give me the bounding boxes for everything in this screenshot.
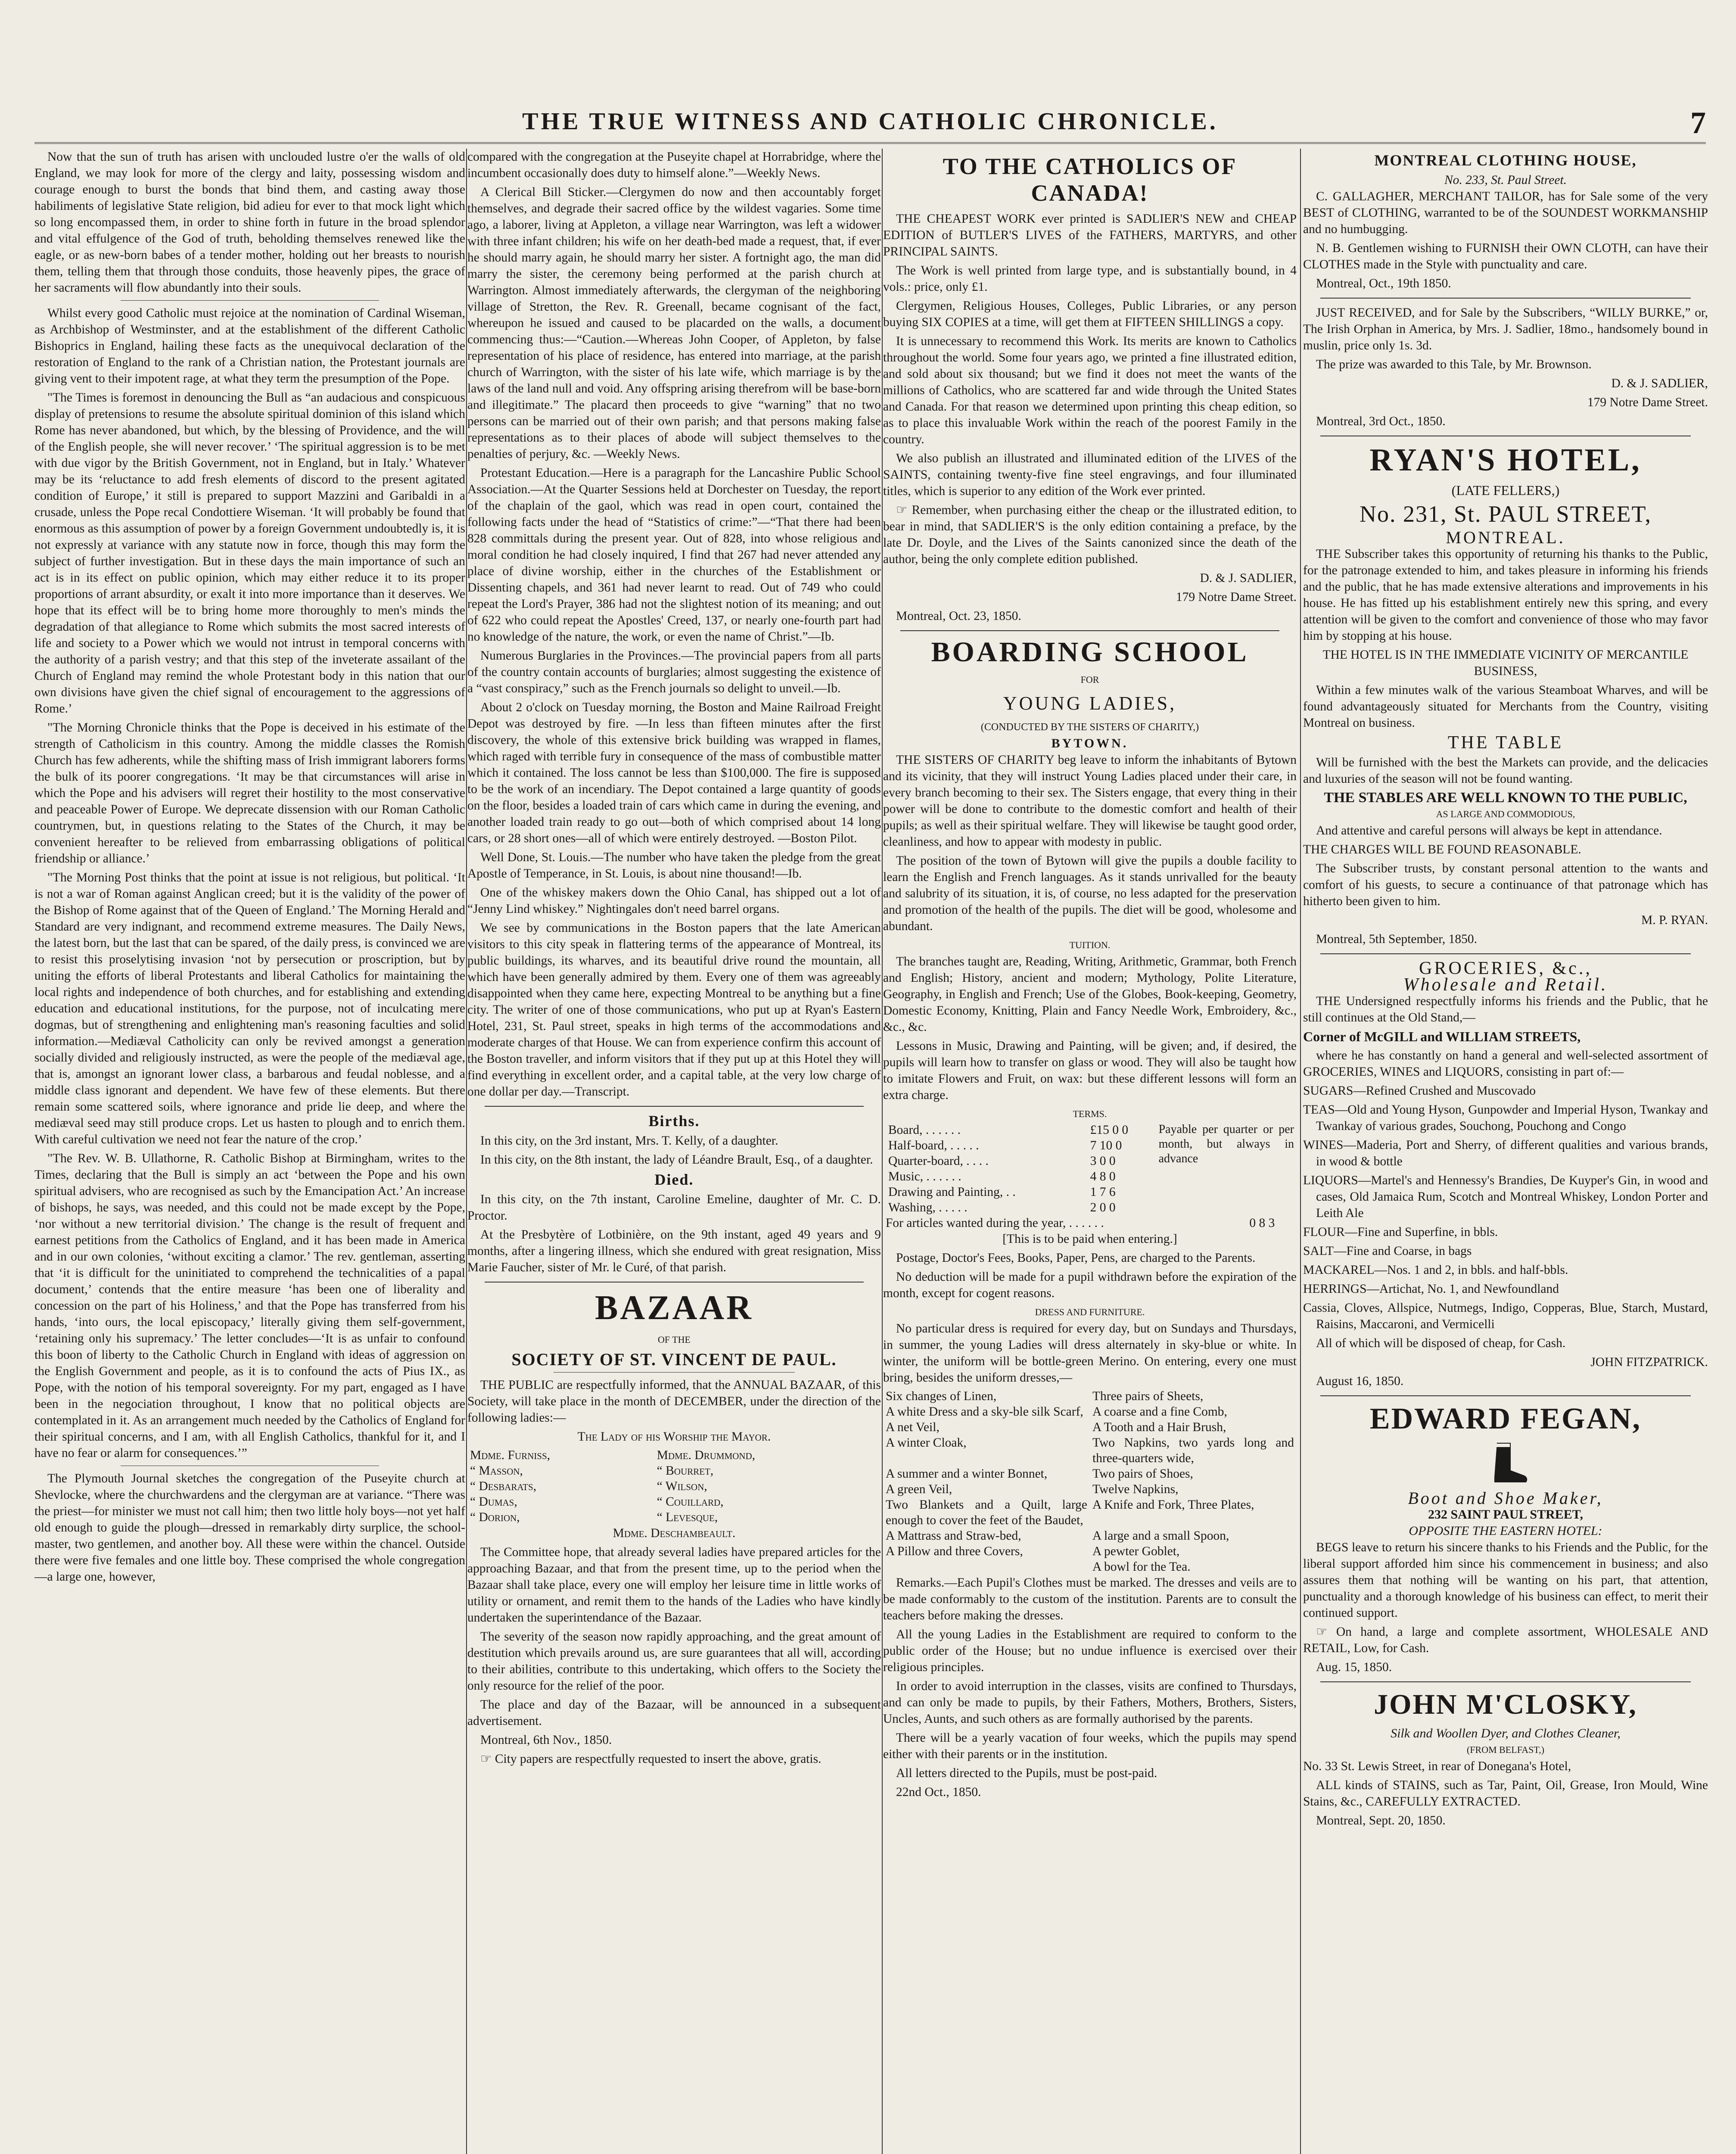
grocer-item: TEAS—Old and Young Hyson, Gunpowder and Imperial Hyson, Twankay and Twankay of various grades, Souchong, Pouchong and Congo: [1303, 1103, 1708, 1133]
terms-item: Music, . . . . . .: [888, 1170, 961, 1183]
groceries-sub: Wholesale and Retail.: [1403, 975, 1608, 995]
conducted-by: (CONDUCTED BY THE SISTERS OF CHARITY,): [980, 722, 1199, 733]
fegan-paragraph-text: On hand, a large and complete assortment, WHOLESALE AND RETAIL, Low, for Cash.: [1303, 1625, 1708, 1655]
lady-name: Mdme. Drummond,: [656, 1448, 756, 1462]
ad-date: Montreal, 5th September, 1850.: [1316, 932, 1478, 946]
school-paragraph: In order to avoid interruption in the classes, visits are confined to Thursdays, and can only be made to pupils, by their Fathers, Mothers, Brothers, Sisters, Uncles, Aunts, and such others as are formally authorised by the parents.: [883, 1679, 1297, 1726]
terms-row: [886, 1184, 1154, 1200]
ad-paragraph: The prize was awarded to this Tale, by Mr. Brownson.: [1316, 358, 1592, 371]
ladies-row: [467, 1479, 881, 1494]
terms-rows: [886, 1122, 1154, 1215]
births-heading: Births.: [648, 1112, 700, 1130]
hotel-paragraph: Within a few minutes walk of the various Steamboat Wharves, and will be found advantageously situated for Merchants from the Country, visiting Montreal on business.: [1303, 683, 1708, 730]
school-paragraph: No deduction will be made for a pupil withdrawn before the expiration of the month, except for cogent reasons.: [883, 1270, 1297, 1300]
school-paragraph: No particular dress is required for every day, but on Sundays and Thursdays, in summer, the young Ladies will dress alternately in sky-blue or white. In winter, the uniform will be bottle-green Merino. On entering, every one must bring, besides the uniform dresses,—: [883, 1322, 1297, 1385]
bazaar-date: Montreal, 6th Nov., 1850.: [480, 1733, 612, 1747]
furniture-row: [883, 1482, 1297, 1497]
furniture-item: A Knife and Fork, Three Plates,: [1092, 1498, 1254, 1512]
article-paragraph: compared with the congregation at the Puseyite chapel at Horrabridge, where the incumbent occasionally does duty to himself alone.”—Weekly News.: [467, 150, 881, 180]
furniture-item: A Mattrass and Straw-bed,: [886, 1529, 1021, 1543]
grocer-item: FLOUR—Fine and Superfine, in bbls.: [1303, 1225, 1498, 1239]
furniture-item: A net Veil,: [886, 1420, 940, 1434]
terms-heading: TERMS.: [1073, 1108, 1107, 1119]
terms-amount: 3 0 0: [1090, 1154, 1116, 1168]
mclosky-sub: Silk and Woollen Dyer, and Clothes Cleaner,: [1391, 1726, 1621, 1740]
terms-extra-label: For articles wanted during the year, . . . . . .: [886, 1216, 1104, 1230]
divider: [485, 1106, 864, 1107]
fegan-address: 232 SAINT PAUL STREET,: [1428, 1507, 1584, 1522]
ad-paragraph: [883, 502, 1297, 567]
column-rule: [882, 149, 883, 2154]
school-paragraph: The branches taught are, Reading, Writing, Arithmetic, Grammar, both French and English; History, ancient and modern; Mythology, Polite Literature, Geography, in English and French; Use of the Globes, Book-keeping, Geometry, Domestic Economy, Knitting, Plain and Fancy Needle Work, Embroidery, &c., &c., &c.: [883, 955, 1297, 1034]
furniture-row: [883, 1435, 1297, 1466]
furniture-row: [883, 1466, 1297, 1482]
furniture-row: [883, 1388, 1297, 1404]
furniture-table: [883, 1388, 1297, 1575]
divider: [1320, 298, 1691, 299]
mclosky-paragraph: ALL kinds of STAINS, such as Tar, Paint, Oil, Grease, Iron Mould, Wine Stains, &c., CAREFULLY EXTRACTED.: [1303, 1778, 1708, 1808]
divider: [1320, 1395, 1691, 1396]
mclosky-from: (FROM BELFAST,): [1466, 1744, 1545, 1755]
furniture-row: [883, 1559, 1297, 1575]
hotel-paragraph: The Subscriber trusts, by constant personal attention to the wants and comfort of his guests, to secure a continuance of that patronage which has hitherto been given to him.: [1303, 862, 1708, 908]
bazaar-paragraph: The Committee hope, that already several ladies have prepared articles for the approaching Bazaar, and that from the present time, up to the period when the Bazaar shall take place, every one will employ her leisure time in little works of utility or ornament, and remit them to the hands of the Ladies who have kindly undertaken the superintendance of the Bazaar.: [467, 1545, 881, 1625]
ad-paragraph: We also publish an illustrated and illuminated edition of the LIVES of the SAINTS, containing twenty-five fine steel engravings, and four illuminated titles, which is superior to any edition of the Work ever printed.: [883, 451, 1297, 498]
school-date: 22nd Oct., 1850.: [896, 1785, 981, 1799]
ryans-hotel-late: (LATE FELLERS,): [1451, 482, 1560, 498]
news-item: A Clerical Bill Sticker.—Clergymen do now and then accountably forget themselves, and degrade their sacred office by the wildest vagaries. Some time ago, a laborer, living at Appleton, a village near Warrington, was left a widower with three infant children; his wife on her death-bed made a request, that, if ever he should marry again, he should marry her sister. A fortnight ago, the man did marry the sister, the ceremony being performed at the parish church at Warrington. Almost immediately afterwards, the clergyman of the neighboring village of Stretton, the Rev. R. Greenall, became cognisant of the fact, whereupon he issued and caused to be placarded on the walls, a document commencing thus:—“Caution.—Whereas John Cooper, of Appleton, by false representation of his place of residence, has entered into marriage, at the parish church of Warrington, with the sister of his late wife, which marriage is by the laws of the land null and void. Any offspring arising therefrom will be base-born and illegitimate.” The placard then proceeds to give “warning” that no two persons can be married out of their own parish; and that persons making false representations as to their places of abode will subject themselves to the penalties of perjury, &c. —Weekly News.: [467, 185, 881, 461]
furniture-item: A bowl for the Tea.: [1092, 1560, 1191, 1574]
terms-item: Quarter-board, . . . .: [888, 1154, 989, 1168]
masthead: [34, 108, 1706, 144]
furniture-row: [883, 1544, 1297, 1559]
school-paragraph: THE SISTERS OF CHARITY beg leave to inform the inhabitants of Bytown and its vicinity, that they will instruct Young Ladies placed under their care, in every branch becoming to their sex. The Sisters engage, that every thing in their power will be done to contribute to the domestic comfort and health of their pupils; as well as their spiritual welfare. They will likewise be taught good order, cleanliness, and how to appear with modesty in public.: [883, 753, 1297, 849]
ad-paragraph: It is unnecessary to recommend this Work. Its merits are known to Catholics throughout the world. Some four years ago, we printed a fine illustrated edition, and sold about six thousand; but we find it does not meet the wants of the millions of Catholics, who are scattered far and wide through the United States and Canada. For that reason we determined upon printing this cheap edition, so as to place this invaluable Work within the reach of the poorest Family in the country.: [883, 334, 1297, 446]
hotel-paragraph: Will be furnished with the best the Markets can provide, and the delicacies and luxuries of the season will not be found wanting.: [1303, 756, 1708, 786]
stables-heading: THE STABLES ARE WELL KNOWN TO THE PUBLIC,: [1324, 790, 1687, 806]
ad-date: Montreal, Oct., 19th 1850.: [1316, 277, 1451, 290]
school-paragraph: All the young Ladies in the Establishment are required to conform to the public order of the House; but no undue influence is exercised over their religious principles.: [883, 1628, 1297, 1674]
fegan-paragraph: [1303, 1624, 1708, 1656]
terms-item: Drawing and Painting, . .: [888, 1185, 1016, 1199]
ad-paragraph: The Work is well printed from large type, and is substantially bound, in 4 vols.: price, only £1.: [883, 264, 1297, 294]
furniture-item: A green Veil,: [886, 1482, 952, 1496]
news-item: One of the whiskey makers down the Ohio Canal, has shipped out a lot of “Jenny Lind whiskey.” Nightingales don't need barrel organs.: [467, 886, 881, 916]
news-item: Protestant Education.—Here is a paragraph for the Lancashire Public School Association.—At the Quarter Sessions held at Dorchester on Tuesday, the report of the chaplain of the gaol, which was read in open court, contained the following facts under the head of “Statistics of crime:”—“That there had been 828 committals during the present year. Out of 828, into whose religious and moral condition he had closely inquired, I find that 267 had never attended any place of divine worship, either in the churches of the Establishment or Dissenting chapels, and 361 had never learnt to read. Out of 749 who could repeat the Lord's Prayer, 386 had not the slightest notion of its meaning; and out of 622 who could repeat the Apostles' Creed, 137, or nearly one-fourth part had no knowledge of the nature, the work, or even the name of Christ.”—Ib.: [467, 466, 881, 644]
ryans-hotel-address: No. 231, St. PAUL STREET,: [1359, 501, 1652, 527]
ad-date: Montreal, Oct. 23, 1850.: [896, 609, 1021, 623]
hotel-paragraph: THE HOTEL IS IN THE IMMEDIATE VICINITY OF MERCANTILE BUSINESS,: [1322, 648, 1689, 678]
news-item: Numerous Burglaries in the Provinces.—The provincial papers from all parts of the country contain accounts of burglaries; almost suggesting the existence of a “vast conspiracy,” such as the French journals so delight to unveil.—Ib.: [467, 649, 881, 695]
school-paragraph: Remarks.—Each Pupil's Clothes must be marked. The dresses and veils are to be made conformably to the custom of the institution. Parents are to consult the teachers before making the dresses.: [883, 1576, 1297, 1622]
terms-row: [886, 1169, 1154, 1184]
died-heading: Died.: [654, 1171, 694, 1188]
furniture-item: A Pillow and three Covers,: [886, 1544, 1023, 1558]
grocer-paragraph: All of which will be disposed of cheap, for Cash.: [1316, 1336, 1566, 1350]
pointing-hand-icon: ☞: [1316, 1625, 1336, 1639]
fegan-heading: EDWARD FEGAN,: [1369, 1402, 1642, 1435]
column-1: [34, 149, 465, 2154]
ad-date: August 16, 1850.: [1316, 1374, 1404, 1388]
groceries-heading: GROCERIES, &c.,: [1419, 959, 1592, 978]
boarding-school-heading: BOARDING SCHOOL: [931, 636, 1249, 668]
news-item: About 2 o'clock on Tuesday morning, the Boston and Maine Railroad Freight Depot was destroyed by fire. —In less than fifteen minutes after the first discovery, the whole of this extensive brick building was wrapped in flames, which raged with terrible fury in consequence of the mass of combustible matter which it contained. The loss cannot be less than $100,000. The fire is supposed to be the work of an incendiary. The Depot contained a large quantity of goods on the floor, besides a loaded train of cars which came in during the evening, and another loaded train ready to go out—both of which comprised about 14 long cars, or 28 short ones—all of which were entirely destroyed. —Boston Pilot.: [467, 700, 881, 845]
ad-date: Aug. 15, 1850.: [1316, 1660, 1392, 1674]
death-notice: In this city, on the 7th instant, Caroline Emeline, daughter of Mr. C. D. Proctor.: [467, 1192, 881, 1223]
grocer-item: SUGARS—Refined Crushed and Muscovado: [1303, 1084, 1536, 1098]
dress-heading: DRESS AND FURNITURE.: [1035, 1307, 1145, 1317]
terms-note: [This is to be paid when entering.]: [1002, 1232, 1177, 1246]
ad-signature: D. & J. SADLIER,: [1611, 377, 1708, 390]
mclosky-address: No. 33 St. Lewis Street, in rear of Donegana's Hotel,: [1303, 1759, 1571, 1773]
terms-amount: 7 10 0: [1090, 1139, 1122, 1152]
column-rule: [1300, 149, 1301, 2154]
bazaar-paragraph: The place and day of the Bazaar, will be announced in a subsequent advertisement.: [467, 1698, 881, 1728]
boarding-for: FOR: [1080, 674, 1099, 685]
ad-paragraph: Clergymen, Religious Houses, Colleges, Public Libraries, or any person buying SIX COPIES at a time, will get them at FIFTEEN SHILLINGS a copy.: [883, 299, 1297, 329]
terms-table: [883, 1122, 1297, 1215]
bazaar-paragraph: THE PUBLIC are respectfully informed, that the ANNUAL BAZAAR, of this Society, will take place in the month of DECEMBER, under the direction of the following ladies:—: [467, 1378, 881, 1425]
furniture-row: [883, 1497, 1297, 1528]
divider: [1320, 1681, 1691, 1682]
fegan-sub: Boot and Shoe Maker,: [1408, 1488, 1603, 1508]
grocer-paragraph: THE Undersigned respectfully informs his friends and the Public, that he still continues at the Old Stand,—: [1303, 994, 1708, 1024]
ladies-row: [467, 1447, 881, 1463]
grocer-item: WINES—Maderia, Port and Sherry, of different qualities and various brands, in wood & bottle: [1303, 1138, 1708, 1168]
school-paragraph: The position of the town of Bytown will give the pupils a double facility to learn the English and French languages. As it stands unrivalled for the beauty and salubrity of its situation, it is, of course, no less adapted for the preservation and promotion of the health of the pupils. The diet will be good, wholesome and abundant.: [883, 854, 1297, 933]
terms-item: Half-board, . . . . .: [888, 1139, 979, 1152]
furniture-item: A coarse and a fine Comb,: [1092, 1405, 1227, 1419]
lady-name: “ Bourret,: [656, 1464, 714, 1478]
article-paragraph: "The Times is foremost in denouncing the Bull as “an audacious and conspicuous display of pretensions to resume the absolute spiritual dominion of this island which Rome has never abandoned, but which, by the blessing of Providence, and the will of the English people, she will never recover.’ ‘The spiritual aggression is to be met with due vigor by the British Government, not in England, but in Italy.’ Whatever may be its ‘reluctance to add fresh elements of discord to the present agitated condition of Europe,’ it still is prepared to support Mazzini and Garibaldi in a crusade, unless the Pope recal Condottiere Wiseman. ‘It will probably be found that enormous as this assumption of power by a foreign Government undoubtedly is, it is not expressly at variance with any statute now in force, though this may form the subject of further investigation. But in these days the main importance of such an act is in its effect on public opinion, which may either reduce it to its proper proportions of arrant absurdity, or exalt it into more importance than it deserves. We hope that its effect will be to bring home more thoroughly to men's minds the degradation of that allegiance to Rome which submits the most sacred interests of life and society to a Power which we would not intrust in temporal concerns with the authority of a parish vestry; and that this step of the inveterate assailant of the Church of England may remind the whole Protestant body in this nation that our own divisions have given the chief signal of encouragement to the aggressions of Rome.’: [34, 391, 465, 716]
terms-payable: Payable per quarter or per month, but always in advance: [1158, 1123, 1294, 1165]
furniture-item: Two Napkins, two yards long and three-quarters wide,: [1092, 1436, 1294, 1465]
article-paragraph: "The Morning Post thinks that the point at issue is not religious, but political. ‘It is not a war of Roman against Anglican creed; but it is the validity of the power of the Bishop of Rome against that of the Queen of England.’ The Morning Herald and Standard are very indignant, and recommend extreme measures. The Daily News, the latest born, but the last that can be spared, of the daily press, is convinced we are to resist this proselytising invasion ‘not by persecution or proscription, but by uniting the efforts of liberal Protestants and liberal Catholics for maintaining the local rights and independence of both churches, and for establishing and extending education and educational institutions, for the purpose, not of inculcating mere dogmas, but of strengthening and enlightening man's reasoning faculties and solid information.—Mediæval Catholicity can only be revived amongst a generation socially divided and religiously instructed, as were the people of the mediæval age, that is, amongst an ignorant lower class, a barbarous and feudal noblesse, and a middle class ignorant and dependent. We have few of these elements. But there remain some scattered soils, where ignorance and pride lie deep, and where the mediæval seed may still produce crops. Let us hasten to plough and to enrich them. With careful cultivation we need not fear the nature of the crop.’: [34, 871, 465, 1146]
ladies-table: [467, 1447, 881, 1525]
ad-paragraph: THE CHEAPEST WORK ever printed is SADLIER'S NEW and CHEAP EDITION of BUTLER'S LIVES of the FATHERS, MARTYRS, and other PRINCIPAL SAINTS.: [883, 212, 1297, 258]
ladies-row: [467, 1494, 881, 1510]
terms-amount: 4 8 0: [1090, 1170, 1116, 1183]
grocer-item: HERRINGS—Artichat, No. 1, and Newfoundland: [1303, 1282, 1559, 1296]
bazaar-society: SOCIETY OF ST. VINCENT DE PAUL.: [511, 1350, 837, 1369]
grocer-paragraph: where he has constantly on hand a general and well-selected assortment of GROCERIES, WINES and LIQUORS, consisting in part of:—: [1303, 1049, 1708, 1079]
terms-amount: 1 7 6: [1090, 1185, 1116, 1199]
article-paragraph: Now that the sun of truth has arisen with unclouded lustre o'er the walls of old England, we may look for more of the clergy and laity, possessing wisdom and courage enough to burst the bonds that bind them, and casting away those habiliments of legislative State religion, bid adieu for ever to that mock light which so long encompassed them, in order to shine forth in future in the broad splendor and vital effulgence of the God of truth, beholding themselves renewed like the eagle, or as new-born babes of a tender mother, holding out her breasts to nourish them, telling them that through those conduits, those heavenly pipes, the grace of her sacraments will flow abundantly into their souls.: [34, 150, 465, 295]
bazaar-paragraph: The severity of the season now rapidly approaching, and the great amount of destitution which prevails around us, are sure guarantees that all will, according to their abilities, contribute to this undertaking, which offers to the Society the only resource for the relief of the poor.: [467, 1630, 881, 1693]
furniture-row: [883, 1404, 1297, 1419]
newspaper-title: THE TRUE WITNESS AND CATHOLIC CHRONICLE.: [522, 108, 1218, 135]
ad-paragraph: JUST RECEIVED, and for Sale by the Subscribers, “WILLY BURKE,” or, The Irish Orphan in America, by Mrs. J. Sadlier, 18mo., handsomely bound in muslin, price only 1s. 3d.: [1303, 306, 1708, 352]
furniture-item: A winter Cloak,: [886, 1436, 967, 1450]
mclosky-heading: JOHN M'CLOSKY,: [1374, 1689, 1637, 1720]
terms-row: [886, 1122, 1154, 1138]
terms-extra: [883, 1215, 1297, 1231]
article-paragraph: The Plymouth Journal sketches the congregation of the Puseyite church at Shevlocke, where the churchwardens and the clergyman are at variance. “There was the priest—for minister we must not call him; then two little holy boys—not yet half old enough to guide the plough—dressed in remarkably dirty surplice, the school-master, two gentlemen, and another boy. All these were within the chancel. Outside there were five females and one little boy. These comprised the whole congregation—a large one, however,: [34, 1472, 465, 1584]
bazaar-of-the: OF THE: [658, 1334, 691, 1345]
lady-name: “ Masson,: [470, 1464, 523, 1478]
lady-name: “ Dorion,: [470, 1510, 520, 1524]
news-item: Well Done, St. Louis.—The number who have taken the pledge from the great Apostle of Temperance, in St. Louis, is about nine thousand!—Ib.: [467, 850, 881, 881]
grocer-corner: Corner of McGILL and WILLIAM STREETS,: [1303, 1029, 1581, 1044]
ad-paragraph: N. B. Gentlemen wishing to FURNISH their OWN CLOTH, can have their CLOTHES made in the Style with punctuality and care.: [1303, 241, 1708, 271]
news-item: We see by communications in the Boston papers that the late American visitors to this city speak in flattering terms of the appearance of Montreal, its public buildings, its wharves, and its beautiful drive round the mountain, all which have been generally admired by them. Every one of them was agreeably disappointed when they came here, expecting Montreal to be anything but a fine city. The writer of one of those communications, who put up at Ryan's Eastern Hotel, 231, St. Paul street, speaks in high terms of the accommodations and moderate charges of that House. We can from experience confirm this account of the Boston traveller, and inform visitors that if they put up at this Hotel they will find everything in excellent order, and a capital table, at the very low charge of one dollar per day.—Transcript.: [467, 921, 881, 1099]
terms-row: [886, 1138, 1154, 1153]
terms-item: Washing, . . . . .: [888, 1201, 968, 1214]
hotel-paragraph: THE Subscriber takes this opportunity of returning his thanks to the Public, for the patronage extended to him, and takes pleasure in informing his friends and the public, that he has made extensive alterations and improvements in his house. He has fitted up his establishment entirely new this spring, and every attention will be given to the comfort and convenience of those who may favor him by stopping at his house.: [1303, 547, 1708, 643]
grocer-item: LIQUORS—Martel's and Hennessy's Brandies, De Kuyper's Gin, in wood and cases, Old Jamaica Rum, Scotch and Montreal Whiskey, London Porter and Leith Ale: [1303, 1173, 1708, 1220]
stables-sub: AS LARGE AND COMMODIOUS,: [1436, 809, 1575, 819]
lady-name: “ Couillard,: [656, 1495, 724, 1509]
table-heading: THE TABLE: [1447, 733, 1564, 753]
terms-item: Board, . . . . . .: [888, 1123, 961, 1137]
bytown-heading: BYTOWN.: [1051, 736, 1129, 750]
hotel-paragraph: THE CHARGES WILL BE FOUND REASONABLE.: [1303, 843, 1581, 856]
furniture-item: Three pairs of Sheets,: [1092, 1389, 1204, 1403]
fegan-paragraph: BEGS leave to return his sincere thanks to his Friends and the Public, for the liberal support afforded him since his commencement in business; and also assures them that nothing will be wanting on his part, that attention, punctuality and a thorough knowledge of his business can effect, to merit their continued support.: [1303, 1541, 1708, 1620]
furniture-row: [883, 1528, 1297, 1544]
clothing-house-address: No. 233, St. Paul Street.: [1444, 173, 1567, 187]
ad-paragraph: C. GALLAGHER, MERCHANT TAILOR, has for Sale some of the very BEST of CLOTHING, warranted to be of the SOUNDEST WORKMANSHIP and no humbugging.: [1303, 190, 1708, 236]
bazaar-heading: BAZAAR: [595, 1289, 753, 1327]
furniture-item: Two pairs of Shoes,: [1092, 1467, 1193, 1481]
pointing-hand-icon: ☞: [896, 503, 912, 517]
lady-name: Mdme. Furniss,: [470, 1448, 551, 1462]
furniture-item: A large and a small Spoon,: [1092, 1529, 1229, 1543]
fegan-opposite: OPPOSITE THE EASTERN HOTEL:: [1409, 1524, 1602, 1538]
divider: [1320, 953, 1691, 954]
ad-signature-address: 179 Notre Dame Street.: [1176, 590, 1297, 604]
ad-date: Montreal, 3rd Oct., 1850.: [1316, 414, 1446, 428]
column-4: [1303, 149, 1708, 2154]
furniture-item: Twelve Napkins,: [1092, 1482, 1179, 1496]
terms-extra-amount: 0 8 3: [1249, 1216, 1275, 1230]
tuition-heading: TUITION.: [1069, 940, 1111, 950]
furniture-item: A white Dress and a sky-ble silk Scarf,: [886, 1405, 1083, 1419]
ladies-row: [467, 1463, 881, 1479]
terms-amount: £15 0 0: [1090, 1123, 1129, 1137]
lady-name: “ Desbarats,: [470, 1479, 537, 1493]
divider: [900, 630, 1279, 631]
young-ladies-heading: YOUNG LADIES,: [1003, 693, 1177, 714]
furniture-item: A summer and a winter Bonnet,: [886, 1467, 1048, 1481]
grocer-item-list: [1303, 1083, 1708, 1332]
ad-date: Montreal, Sept. 20, 1850.: [1316, 1814, 1446, 1827]
article-paragraph: "The Morning Chronicle thinks that the Pope is deceived in his estimate of the strength of Catholicism in this country. Among the middle classes the Romish Church has few adherents, while the shifting mass of Irish immigrant laborers forms the bulk of its poorer congregations. ‘It may be that circumstances will arise in which the Pope and his advisers will regret their hostility to the most conservative and peaceable Power of Europe. We deprecate dissension with our Roman Catholic countrymen, but, in questions relating to the States of the Church, it may be convenient hereafter to be relieved from embarrassing obligations of political friendship or alliance.’: [34, 721, 465, 865]
school-paragraph: There will be a yearly vacation of four weeks, which the pupils may spend either with their parents or in the institution.: [883, 1731, 1297, 1761]
hotel-paragraph: And attentive and careful persons will always be kept in attendance.: [1316, 824, 1662, 837]
grocer-item: SALT—Fine and Coarse, in bags: [1303, 1244, 1472, 1258]
terms-row: [886, 1153, 1154, 1169]
ryans-hotel-heading: RYAN'S HOTEL,: [1369, 442, 1642, 478]
column-3: [883, 149, 1297, 2154]
article-paragraph: "The Rev. W. B. Ullathorne, R. Catholic Bishop at Birmingham, writes to the Times, declaring that the Bull is simply an act ‘between the Pope and his own spiritual advisers, who are recognised as such by the Emancipation Act.’ An increase of bishops, he says, was needed, and this could not be made except by the Pope, ‘nor without a new territorial division.’ The change is the result of frequent and earnest petitions from the Catholics of England, and it has been made in America and in our own colonies, ‘without exciting a clamor.’ The rev. gentleman, asserting that ‘it is difficult for the uninitiated to comprehend the technicalities of a papal document,’ contends that the entire measure ‘has been one of liberality and concession on the part of his Holiness,’ and that the Pope has transferred from his hands, ‘into ours, the local episcopacy,’ literally giving them self-government, ‘retaining only his supremacy.’ The letter concludes—‘It is as unfair to confound this boon of liberty to the Catholic Church in England with ideas of aggression on the English Government and people, as it is to confound the acts of Pius IX., as Pope, with the notion of his temporal sovereignty. For my part, engaged as I have been in the negociation throughout, I know that no political objects are contemplated in it. As an arrangement much needed by the Catholics of England for their spiritual concerns, and I am, with all English Catholics, thankful for it, and I have no fear or alarm for consequences.’”: [34, 1152, 465, 1460]
school-paragraph: Lessons in Music, Drawing and Painting, will be given; and, if desired, the pupils will learn how to transfer on glass or wood. They will also be taught how to imitate Flowers and Fruit, on wax: but these different lessons will form an extra charge.: [883, 1039, 1297, 1102]
terms-row: [886, 1200, 1154, 1215]
bazaar-mayor: The Lady of his Worship the Mayor.: [577, 1430, 771, 1444]
divider: [554, 1372, 795, 1373]
furniture-item: A pewter Goblet,: [1092, 1544, 1180, 1558]
divider: [121, 300, 379, 301]
boot-icon: [1480, 1440, 1531, 1488]
terms-amount: 2 0 0: [1090, 1201, 1116, 1214]
ad-paragraph-text: Remember, when purchasing either the cheap or the illustrated edition, to bear in mind, that SADLIER'S is the only edition containing a preface, by the late Dr. Doyle, and the Lives of the Saints canonized since the death of the author, being the only complete edition published.: [883, 503, 1297, 566]
ladies-row: [467, 1510, 881, 1525]
bazaar-note-text: City papers are respectfully requested to insert the above, gratis.: [495, 1752, 821, 1766]
article-paragraph: Whilst every good Catholic must rejoice at the nomination of Cardinal Wiseman, as Archbishop of Westminster, and at the establishment of the different Catholic Bishoprics in England, hailing these facts as the unequivocal declaration of the restoration of England to the rank of a Christian nation, the Protestant journals are giving vent to their impotent rage, at what they term the presumption of the Pope.: [34, 306, 465, 386]
lady-name: “ Dumas,: [470, 1495, 517, 1509]
bazaar-last-lady: Mdme. Deschambeault.: [613, 1526, 736, 1540]
birth-notice: In this city, on the 3rd instant, Mrs. T. Kelly, of a daughter.: [480, 1134, 778, 1148]
ad-signature: D. & J. SADLIER,: [1200, 571, 1297, 585]
column-rule: [466, 149, 467, 2154]
death-notice: At the Presbytère of Lotbinière, on the 9th instant, aged 49 years and 9 months, after a lingering illness, which she endured with great resignation, Miss Marie Faucher, sister of Mr. le Curé, of that parish.: [467, 1228, 881, 1274]
ryans-hotel-city: MONTREAL.: [1446, 528, 1565, 547]
ad-signature-address: 179 Notre Dame Street.: [1587, 395, 1708, 409]
ad-signature: JOHN FITZPATRICK.: [1590, 1355, 1708, 1369]
school-paragraph: Postage, Doctor's Fees, Books, Paper, Pens, are charged to the Parents.: [896, 1251, 1256, 1265]
bazaar-note: [467, 1751, 881, 1767]
ad-signature: M. P. RYAN.: [1641, 913, 1708, 927]
furniture-item: Two Blankets and a Quilt, large enough to cover the feet of the Baudet,: [886, 1498, 1087, 1527]
catholics-heading: TO THE CATHOLICS OF CANADA!: [943, 153, 1237, 206]
column-2: [467, 149, 881, 2154]
furniture-item: A Tooth and a Hair Brush,: [1092, 1420, 1226, 1434]
birth-notice: In this city, on the 8th instant, the lady of Léandre Brault, Esq., of a daughter.: [480, 1153, 873, 1167]
furniture-item: [883, 1559, 1090, 1575]
grocer-item: MACKAREL—Nos. 1 and 2, in bbls. and half-bbls.: [1303, 1263, 1568, 1277]
school-paragraph: All letters directed to the Pupils, must be post-paid.: [896, 1766, 1157, 1780]
lady-name: “ Wilson,: [656, 1479, 707, 1493]
page-number: 7: [1690, 106, 1706, 140]
lady-name: “ Levesque,: [656, 1510, 718, 1524]
grocer-item: Cassia, Cloves, Allspice, Nutmegs, Indigo, Copperas, Blue, Starch, Mustard, Raisins, Maccaroni, and Vermicelli: [1303, 1301, 1708, 1331]
clothing-house-heading: MONTREAL CLOTHING HOUSE,: [1374, 152, 1637, 169]
pointing-hand-icon: ☞: [480, 1752, 495, 1766]
furniture-item: Six changes of Linen,: [886, 1389, 997, 1403]
furniture-row: [883, 1419, 1297, 1435]
